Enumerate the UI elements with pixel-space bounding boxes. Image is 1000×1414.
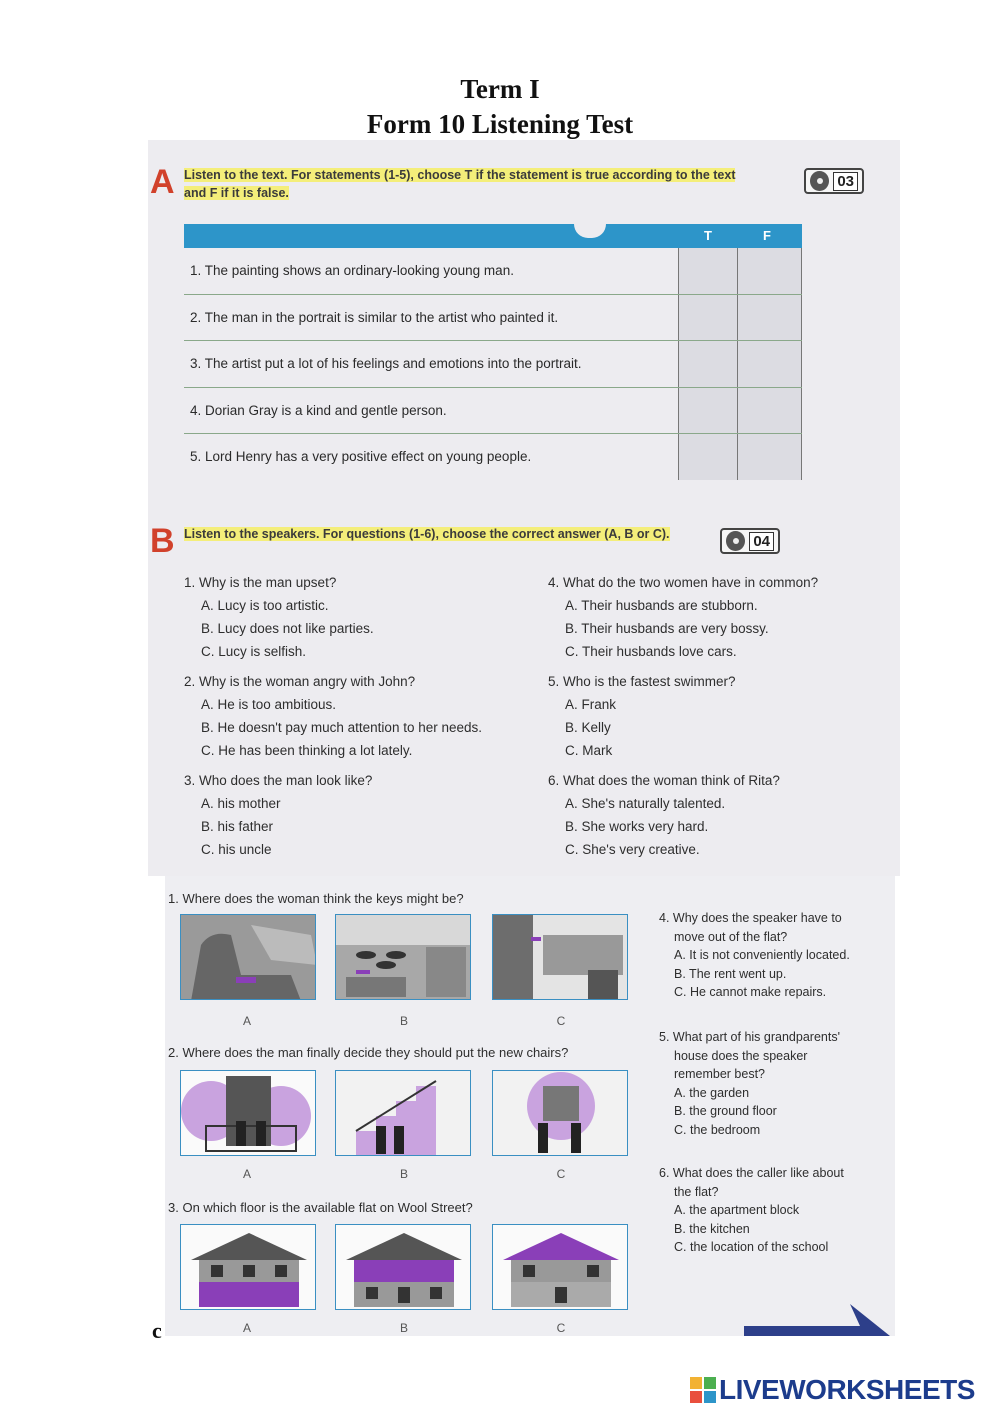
staircase-chairs-icon bbox=[336, 1071, 471, 1156]
liveworksheets-logo bbox=[690, 1374, 975, 1406]
header-notch bbox=[574, 224, 606, 238]
table-header bbox=[184, 224, 802, 248]
statement-2: 2. The man in the portrait is similar to the artist who painted it. bbox=[190, 309, 559, 325]
option-a[interactable]: A. She's naturally talented. bbox=[565, 796, 726, 811]
cooker-icon bbox=[336, 915, 471, 1000]
question-text: 5. Who is the fastest swimmer? bbox=[548, 674, 736, 689]
house-icon bbox=[493, 1225, 628, 1310]
question-line: 5. What part of his grandparents' bbox=[659, 1030, 840, 1044]
section-a-instruction bbox=[184, 166, 735, 202]
picture-question-3: 3. On which floor is the available flat on Wool Street? bbox=[168, 1200, 473, 1215]
answer-cell-f-5[interactable] bbox=[737, 434, 802, 480]
option-b[interactable]: B. the kitchen bbox=[674, 1221, 750, 1236]
question-c-4 bbox=[659, 909, 889, 1002]
audio-track-a bbox=[804, 168, 864, 194]
question-b-4 bbox=[548, 571, 818, 663]
question-line: remember best? bbox=[674, 1067, 766, 1081]
option-a[interactable]: A. Lucy is too artistic. bbox=[201, 598, 329, 613]
picture-label-3b: B bbox=[399, 1321, 408, 1335]
balcony-chairs-icon bbox=[181, 1071, 316, 1156]
question-line: move out of the flat? bbox=[674, 929, 788, 944]
answer-cell-f-2[interactable] bbox=[737, 295, 802, 341]
picture-label-1b: B bbox=[399, 1014, 408, 1028]
option-a[interactable]: A. the apartment block bbox=[674, 1203, 800, 1217]
option-c[interactable]: C. He cannot make repairs. bbox=[674, 985, 827, 999]
track-number-a: 03 bbox=[833, 172, 858, 191]
section-c-label: c bbox=[152, 1318, 162, 1343]
answer-cell-t-4[interactable] bbox=[678, 388, 737, 434]
section-a-instruction-line2: and F if it is false. bbox=[184, 186, 289, 200]
picture-label-2c: C bbox=[556, 1167, 566, 1181]
table-row bbox=[184, 295, 802, 342]
picture-car-interior[interactable] bbox=[180, 914, 316, 1000]
picture-house-ground-floor[interactable] bbox=[180, 1224, 316, 1310]
section-b-letter: B bbox=[150, 522, 175, 560]
option-c[interactable]: C. the location of the school bbox=[674, 1240, 829, 1254]
track-number-b: 04 bbox=[749, 532, 774, 551]
picture-house-first-floor[interactable] bbox=[335, 1224, 471, 1310]
answer-cell-f-1[interactable] bbox=[737, 248, 802, 294]
picture-label-2b: B bbox=[399, 1167, 408, 1181]
picture-house-top-floor[interactable] bbox=[492, 1224, 628, 1310]
page-title-term: Term I bbox=[460, 74, 540, 104]
statement-5: 5. Lord Henry has a very positive effect on young people. bbox=[190, 449, 532, 464]
option-c[interactable]: C. He has been thinking a lot lately. bbox=[201, 743, 413, 758]
question-c-6 bbox=[659, 1164, 889, 1257]
room-corner-icon bbox=[493, 915, 628, 1000]
question-text: 3. Who does the man look like? bbox=[184, 773, 373, 788]
car-seat-icon bbox=[181, 915, 316, 1000]
house-icon bbox=[181, 1225, 316, 1310]
option-b[interactable]: B. She works very hard. bbox=[565, 819, 709, 834]
question-line: 4. Why does the speaker have to bbox=[659, 911, 842, 925]
picture-label-1a: A bbox=[242, 1014, 251, 1028]
question-b-1 bbox=[184, 571, 374, 663]
question-b-5 bbox=[548, 670, 736, 762]
question-line: the flat? bbox=[674, 1184, 719, 1199]
cd-icon bbox=[810, 171, 829, 191]
statement-4: 4. Dorian Gray is a kind and gentle person. bbox=[190, 402, 447, 418]
picture-label-1c: C bbox=[556, 1014, 566, 1028]
question-line: house does the speaker bbox=[674, 1048, 808, 1063]
question-text: 2. Why is the woman angry with John? bbox=[184, 674, 416, 689]
option-c[interactable]: C. Lucy is selfish. bbox=[201, 644, 307, 659]
blue-corner-decoration bbox=[740, 1300, 890, 1336]
answer-cell-f-4[interactable] bbox=[737, 388, 802, 434]
picture-question-1: 1. Where does the woman think the keys might be? bbox=[168, 891, 464, 906]
answer-cell-t-1[interactable] bbox=[678, 248, 737, 294]
question-text: 4. What do the two women have in common? bbox=[548, 575, 819, 590]
logo-mark-icon bbox=[690, 1377, 716, 1403]
picture-label-3c: C bbox=[556, 1321, 566, 1335]
section-a-letter: A bbox=[150, 163, 175, 201]
option-a[interactable]: A. He is too ambitious. bbox=[201, 697, 337, 712]
table-row bbox=[184, 341, 802, 388]
answer-cell-t-3[interactable] bbox=[678, 341, 737, 387]
statement-3: 3. The artist put a lot of his feelings and emotions into the portrait. bbox=[190, 356, 582, 371]
picture-label-2a: A bbox=[242, 1167, 251, 1181]
question-b-2 bbox=[184, 670, 482, 762]
picture-room-corner[interactable] bbox=[492, 914, 628, 1000]
answer-cell-f-3[interactable] bbox=[737, 341, 802, 387]
option-b[interactable]: B. his father bbox=[201, 819, 274, 834]
audio-track-b bbox=[720, 528, 780, 554]
option-a[interactable]: A. Their husbands are stubborn. bbox=[565, 598, 758, 613]
true-false-table bbox=[184, 224, 802, 480]
option-b[interactable]: B. Their husbands are very bossy. bbox=[565, 621, 769, 636]
option-b[interactable]: B. Kelly bbox=[565, 720, 611, 735]
table-row bbox=[184, 388, 802, 435]
table-row bbox=[184, 248, 802, 295]
option-c[interactable]: C. Mark bbox=[565, 743, 613, 758]
option-c[interactable]: C. Their husbands love cars. bbox=[565, 644, 737, 659]
window-chairs-icon bbox=[493, 1071, 628, 1156]
option-c[interactable]: C. She's very creative. bbox=[565, 842, 700, 857]
section-a-instruction-line1: Listen to the text. For statements (1-5), choose T if the statement is true according to the text bbox=[184, 168, 736, 182]
question-c-5 bbox=[659, 1028, 889, 1139]
picture-staircase[interactable] bbox=[335, 1070, 471, 1156]
statement-1: 1. The painting shows an ordinary-looking young man. bbox=[190, 263, 514, 278]
option-a[interactable]: A. It is not conveniently located. bbox=[674, 948, 850, 962]
page-title-test: Form 10 Listening Test bbox=[366, 109, 634, 139]
question-line: 6. What does the caller like about bbox=[659, 1166, 844, 1180]
option-b[interactable]: B. the ground floor bbox=[674, 1104, 777, 1118]
option-a[interactable]: A. the garden bbox=[674, 1085, 750, 1100]
table-row bbox=[184, 434, 802, 480]
option-b[interactable]: B. Lucy does not like parties. bbox=[201, 621, 374, 636]
picture-label-3a: A bbox=[242, 1321, 251, 1335]
option-a[interactable]: A. his mother bbox=[201, 796, 281, 811]
option-c[interactable]: C. the bedroom bbox=[674, 1122, 761, 1137]
answer-cell-t-5[interactable] bbox=[678, 434, 737, 480]
answer-cell-t-2[interactable] bbox=[678, 295, 737, 341]
picture-cooker[interactable] bbox=[335, 914, 471, 1000]
question-b-3 bbox=[184, 769, 372, 861]
option-b[interactable]: B. The rent went up. bbox=[674, 966, 787, 981]
column-f-header: F bbox=[763, 228, 771, 243]
question-text: 1. Why is the man upset? bbox=[184, 575, 337, 590]
picture-balcony[interactable] bbox=[180, 1070, 316, 1156]
section-b-instruction-text: Listen to the speakers. For questions (1-6), choose the correct answer (A, B or C). bbox=[184, 527, 670, 541]
column-t-header: T bbox=[704, 228, 712, 243]
section-b-instruction bbox=[184, 525, 670, 543]
cd-icon bbox=[726, 531, 745, 551]
option-a[interactable]: A. Frank bbox=[565, 697, 617, 712]
option-c[interactable]: C. his uncle bbox=[201, 842, 272, 857]
picture-question-2: 2. Where does the man finally decide they should put the new chairs? bbox=[168, 1045, 569, 1060]
picture-window[interactable] bbox=[492, 1070, 628, 1156]
logo-text: LIVEWORKSHEETS bbox=[719, 1374, 975, 1405]
question-b-6 bbox=[548, 769, 780, 861]
option-b[interactable]: B. He doesn't pay much attention to her needs. bbox=[201, 720, 483, 735]
question-text: 6. What does the woman think of Rita? bbox=[548, 773, 780, 788]
house-icon bbox=[336, 1225, 471, 1310]
